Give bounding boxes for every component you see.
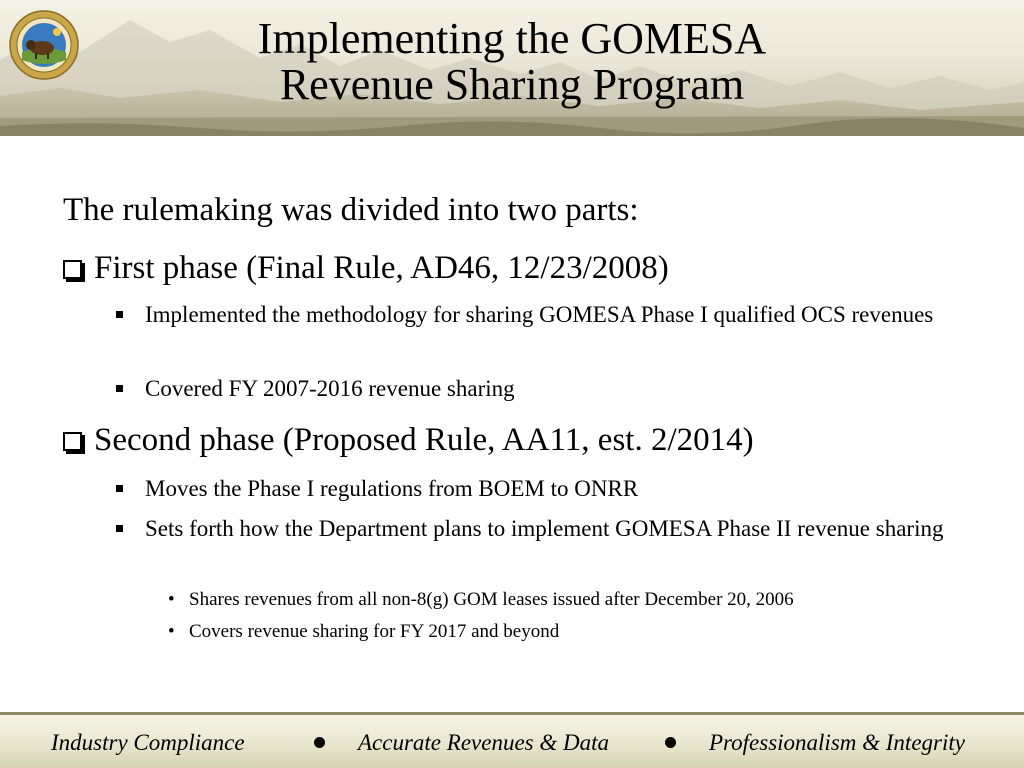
phase2-bullet-1: [116, 472, 976, 506]
phase2-bullet-1-text: Moves the Phase I regulations from BOEM to ONRR: [145, 476, 639, 501]
phase2-sub-bullet-2-text: Covers revenue sharing for FY 2017 and beyond: [189, 621, 560, 642]
phase1-bullet-2: [116, 372, 976, 406]
title-line-1: Implementing the GOMESA: [257, 14, 767, 63]
intro-text: The rulemaking was divided into two parts:: [63, 192, 639, 228]
checkbox-bullet-icon: [63, 432, 82, 451]
header-banner: [0, 0, 1024, 136]
square-bullet-icon: [116, 385, 123, 392]
phase2-bullet-2: [116, 512, 976, 546]
footer-bar: [0, 715, 1024, 768]
dot-bullet-icon: •: [168, 589, 175, 610]
square-bullet-icon: [116, 311, 123, 318]
phase2-sub-bullet-2: [168, 618, 968, 646]
phase2-item: [63, 420, 754, 460]
footer-item-professionalism: Professionalism & Integrity: [709, 730, 965, 755]
title-line-2: Revenue Sharing Program: [279, 60, 745, 109]
department-of-the-interior-seal-icon: [9, 10, 79, 80]
phase1-bullet-1-text: Implemented the methodology for sharing GOMESA Phase I qualified OCS revenues: [145, 302, 934, 327]
square-bullet-icon: [116, 525, 123, 532]
slide-title: [130, 16, 894, 108]
phase2-label: Second phase (Proposed Rule, AA11, est. 2/2014): [94, 422, 754, 458]
phase1-bullet-1: [116, 298, 976, 332]
footer-item-accurate-revenues: Accurate Revenues & Data: [358, 730, 609, 755]
phase2-sub-bullet-1: [168, 586, 968, 614]
phase1-item: [63, 248, 669, 288]
phase1-label: First phase (Final Rule, AD46, 12/23/2008): [94, 250, 669, 286]
footer-bullet-icon: [314, 737, 325, 748]
checkbox-bullet-icon: [63, 260, 82, 279]
phase2-sub-bullet-1-text: Shares revenues from all non-8(g) GOM leases issued after December 20, 2006: [189, 589, 794, 610]
square-bullet-icon: [116, 485, 123, 492]
phase2-bullet-2-text: Sets forth how the Department plans to implement GOMESA Phase II revenue sharing: [145, 516, 944, 541]
footer-item-industry-compliance: Industry Compliance: [51, 730, 245, 755]
footer-bullet-icon: [665, 737, 676, 748]
phase1-bullet-2-text: Covered FY 2007-2016 revenue sharing: [145, 376, 515, 401]
dot-bullet-icon: •: [168, 621, 175, 642]
